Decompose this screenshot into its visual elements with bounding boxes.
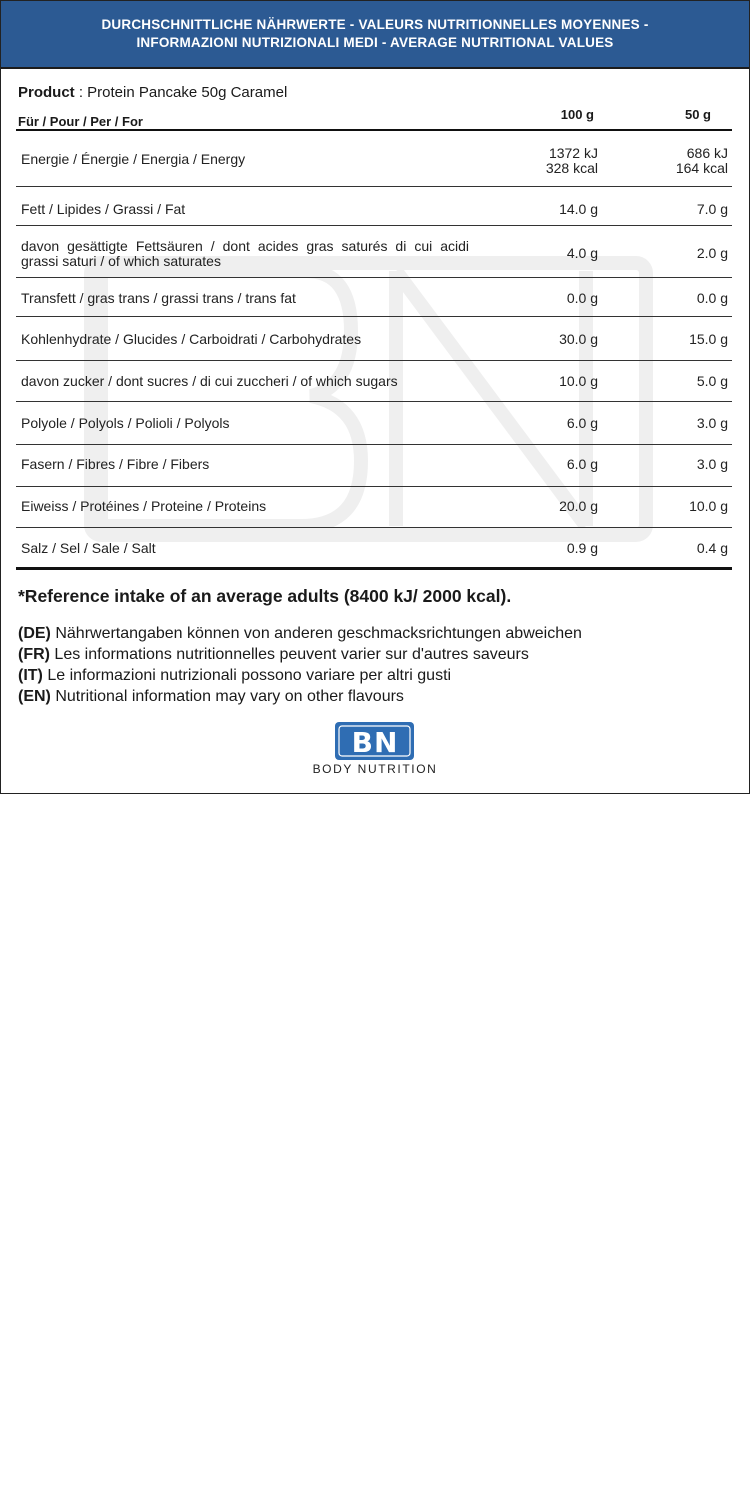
- row-label: Polyole / Polyols / Polioli / Polyols: [21, 415, 230, 431]
- table-row-proteins: [16, 487, 732, 528]
- row-label: Energie / Énergie / Energia / Energy: [21, 151, 246, 167]
- note-code: (FR): [18, 646, 50, 663]
- note-text: Le informazioni nutrizionali possono variare per altri gusti: [42, 667, 452, 684]
- row-value-50g: 3.0 g: [696, 456, 728, 472]
- note-code: (IT): [18, 667, 43, 684]
- row-label: davon gesättigte Fettsäuren / dont acides gras saturés di cui acidi grassi saturi / of which saturates: [21, 238, 469, 269]
- energy-50g: [628, 146, 728, 176]
- energy-100g-kcal: 328 kcal: [545, 160, 598, 176]
- row-value-50g: 3.0 g: [696, 415, 728, 431]
- table-bottom-rule: [16, 567, 732, 570]
- table-row-fat: [16, 187, 732, 226]
- row-label: Kohlenhydrate / Glucides / Carboidrati / Carbohydrates: [21, 331, 362, 347]
- note-fr: [18, 644, 582, 665]
- column-50g: 50 g: [684, 107, 711, 122]
- row-value-50g: 10.0 g: [689, 498, 728, 514]
- energy-50g-kj: 686 kJ: [686, 145, 728, 161]
- row-value-50g: 15.0 g: [689, 331, 728, 347]
- note-code: (EN): [18, 688, 51, 705]
- note-it: [18, 665, 582, 686]
- note-text: Nutritional information may vary on other flavours: [50, 688, 404, 705]
- table-row-polyols: [16, 402, 732, 445]
- brand-name: BODY NUTRITION: [312, 762, 438, 776]
- row-value-100g: 0.9 g: [566, 540, 598, 556]
- header-banner: [1, 1, 749, 67]
- row-label: Fasern / Fibres / Fibre / Fibers: [21, 456, 210, 472]
- row-value-100g: 6.0 g: [566, 415, 598, 431]
- table-row-trans-fat: [16, 278, 732, 317]
- per-label: Für / Pour / Per / For: [18, 114, 143, 129]
- note-code: (DE): [18, 625, 51, 642]
- table-row-energy: [16, 131, 732, 187]
- row-value-50g: 5.0 g: [696, 373, 728, 389]
- row-label: Eiweiss / Protéines / Proteine / Proteins: [21, 498, 267, 514]
- row-label: Salz / Sel / Sale / Salt: [21, 540, 156, 556]
- table-row-carbohydrates: [16, 317, 732, 361]
- column-100g: 100 g: [560, 107, 594, 122]
- note-de: [18, 623, 582, 644]
- row-value-100g: 30.0 g: [559, 331, 598, 347]
- row-value-100g: 6.0 g: [566, 456, 598, 472]
- row-value-50g: 2.0 g: [696, 245, 728, 261]
- product-label: Product: [18, 84, 75, 101]
- row-label: Transfett / gras trans / grassi trans / trans fat: [21, 290, 296, 306]
- row-label: davon zucker / dont sucres / di cui zuccheri / of which sugars: [21, 373, 398, 389]
- table-row-saturates: [16, 226, 732, 278]
- flavour-notes: [18, 623, 582, 707]
- row-value-100g: 14.0 g: [559, 201, 598, 217]
- product-line: [18, 84, 287, 101]
- note-text: Nährwertangaben können von anderen geschmacksrichtungen abweichen: [50, 625, 582, 642]
- table-row-salt: [16, 528, 732, 568]
- row-label: Fett / Lipides / Grassi / Fat: [21, 201, 186, 217]
- header-line-1: DURCHSCHNITTLICHE NÄHRWERTE - VALEURS NUTRITIONNELLES MOYENNES -: [101, 17, 649, 32]
- header-line-2: INFORMAZIONI NUTRIZIONALI MEDI - AVERAGE NUTRITIONAL VALUES: [136, 35, 614, 50]
- row-value-100g: 0.0 g: [566, 290, 598, 306]
- header-divider: [1, 67, 749, 69]
- row-value-100g: 10.0 g: [559, 373, 598, 389]
- product-name: : Protein Pancake 50g Caramel: [74, 84, 288, 101]
- reference-intake-note: *Reference intake of an average adults (8400 kJ/ 2000 kcal).: [18, 586, 512, 606]
- row-value-100g: 4.0 g: [566, 245, 598, 261]
- row-value-100g: 20.0 g: [559, 498, 598, 514]
- energy-50g-kcal: 164 kcal: [675, 160, 728, 176]
- energy-100g: [478, 146, 598, 176]
- note-text: Les informations nutritionnelles peuvent varier sur d'autres saveurs: [49, 646, 529, 663]
- row-value-50g: 0.0 g: [696, 290, 728, 306]
- note-en: [18, 686, 582, 707]
- svg-text:BN: BN: [351, 726, 399, 759]
- row-value-50g: 7.0 g: [696, 201, 728, 217]
- table-row-fibers: [16, 445, 732, 487]
- table-row-sugars: [16, 361, 732, 402]
- energy-100g-kj: 1372 kJ: [548, 145, 598, 161]
- row-value-50g: 0.4 g: [696, 540, 728, 556]
